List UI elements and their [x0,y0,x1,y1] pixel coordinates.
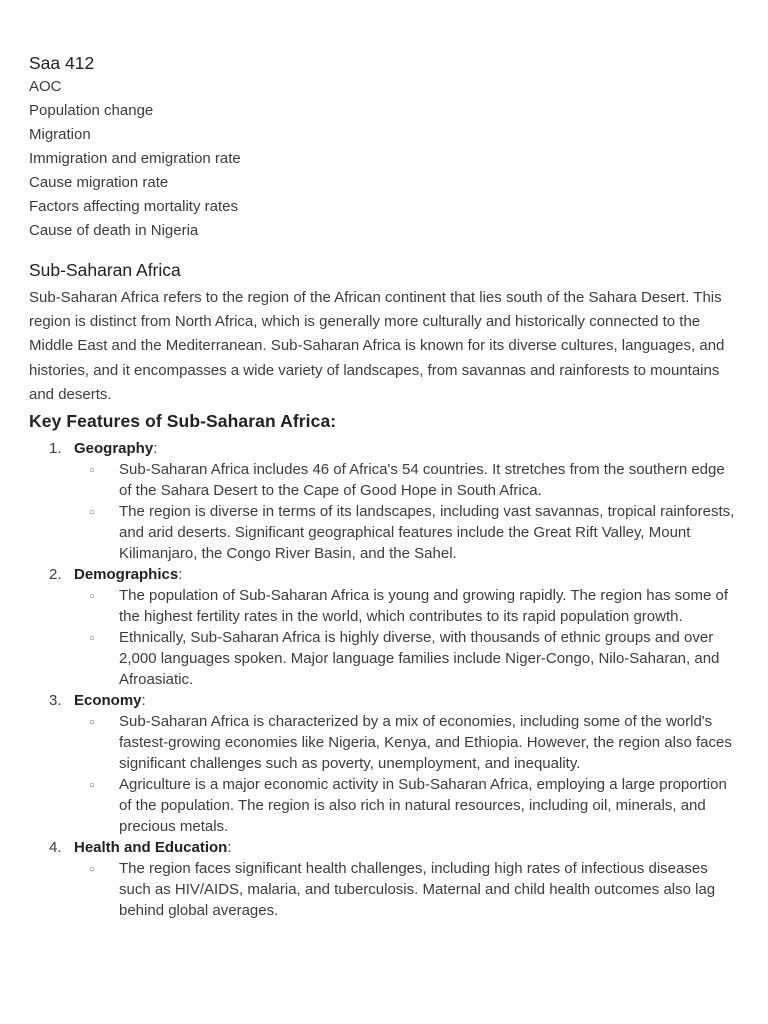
intro-paragraph: Sub-Saharan Africa refers to the region of the African continent that lies south of the Sahara Desert. This region is distinct from North Africa, which is generally more culturally and historically connected to the Middle East and the Mediterranean. Sub-Saharan Africa is known for its diverse cultures, languages, and histories, and it encompasses a wide variety of landscapes, from savannas and rainforests to mountains and deserts. [29,289,725,403]
sub-bullet-list [74,711,739,837]
features-list [29,438,739,921]
feature-number: 4. [49,839,62,857]
feature-item-demographics [29,564,739,690]
sub-bullet-text: The region is diverse in terms of its landscapes, including vast savannas, tropical rainforests, and arid deserts. Significant geographical features include the Great Rift Valley, Mount Kilimanjaro, the Congo River Basin, and the Sahel. [119,503,735,563]
sub-bullet-list [74,858,739,921]
sub-bullet-item [74,711,739,774]
outline-item: Immigration and emigration rate [29,150,241,167]
outline-item: Factors affecting mortality rates [29,198,238,215]
bullet-circle-icon: ○ [89,864,96,876]
sub-bullet-item [74,459,739,501]
feature-heading: Demographics [74,566,179,584]
feature-number: 1. [49,440,62,458]
sub-bullet-item [74,501,739,564]
sub-bullet-text: The region faces significant health challenges, including high rates of infectious diseases such as HIV/AIDS, malaria, and tuberculosis. Maternal and child health outcomes also lag behind global averages. [119,860,716,920]
sub-bullet-text: The population of Sub-Saharan Africa is young and growing rapidly. The region has some of the highest fertility rates in the world, which contributes to its rapid population growth. [119,587,728,626]
bullet-circle-icon: ○ [89,591,96,603]
sub-bullet-list [74,585,739,690]
sub-bullet-item [74,585,739,627]
section-heading: Sub-Saharan Africa [29,260,181,280]
feature-number: 3. [49,692,62,710]
feature-heading: Geography [74,440,154,458]
feature-number: 2. [49,566,62,584]
document-title: Saa 412 [29,53,95,73]
sub-bullet-list [74,459,739,564]
outline-item: Cause of death in Nigeria [29,222,199,239]
feature-item-health-education [29,837,739,921]
feature-heading: Health and Education [74,839,228,857]
sub-bullet-text: Ethnically, Sub-Saharan Africa is highly diverse, with thousands of ethnic groups and over 2,000 languages spoken. Major language families include Niger-Congo, Nilo-Saharan, and Afroasiatic. [119,629,720,689]
feature-item-geography [29,438,739,564]
feature-item-economy [29,690,739,837]
key-features-heading: Key Features of Sub-Saharan Africa: [29,411,337,432]
outline-item: Cause migration rate [29,174,169,191]
outline-item: Population change [29,102,154,119]
sub-bullet-item [74,774,739,837]
topic-outline [29,75,739,243]
feature-heading-colon: : [227,839,232,857]
feature-heading-colon: : [178,566,183,584]
bullet-circle-icon: ○ [89,780,96,792]
outline-item: Migration [29,126,91,143]
bullet-circle-icon: ○ [89,633,96,645]
bullet-circle-icon: ○ [89,507,96,519]
sub-bullet-text: Agriculture is a major economic activity in Sub-Saharan Africa, employing a large proportion of the population. The region is also rich in natural resources, including oil, minerals, and precious metals. [119,776,727,836]
sub-bullet-text: Sub-Saharan Africa includes 46 of Africa's 54 countries. It stretches from the southern edge of the Sahara Desert to the Cape of Good Hope in South Africa. [119,461,725,500]
sub-bullet-item [74,858,739,921]
feature-heading-colon: : [141,692,146,710]
sub-bullet-item [74,627,739,690]
bullet-circle-icon: ○ [89,717,96,729]
bullet-circle-icon: ○ [89,465,96,477]
feature-heading-colon: : [153,440,158,458]
sub-bullet-text: Sub-Saharan Africa is characterized by a mix of economies, including some of the world's fastest-growing economies like Nigeria, Kenya, and Ethiopia. However, the region also faces significant challenges such as poverty, unemployment, and inequality. [119,713,732,773]
feature-heading: Economy [74,692,142,710]
outline-item: AOC [29,78,62,95]
